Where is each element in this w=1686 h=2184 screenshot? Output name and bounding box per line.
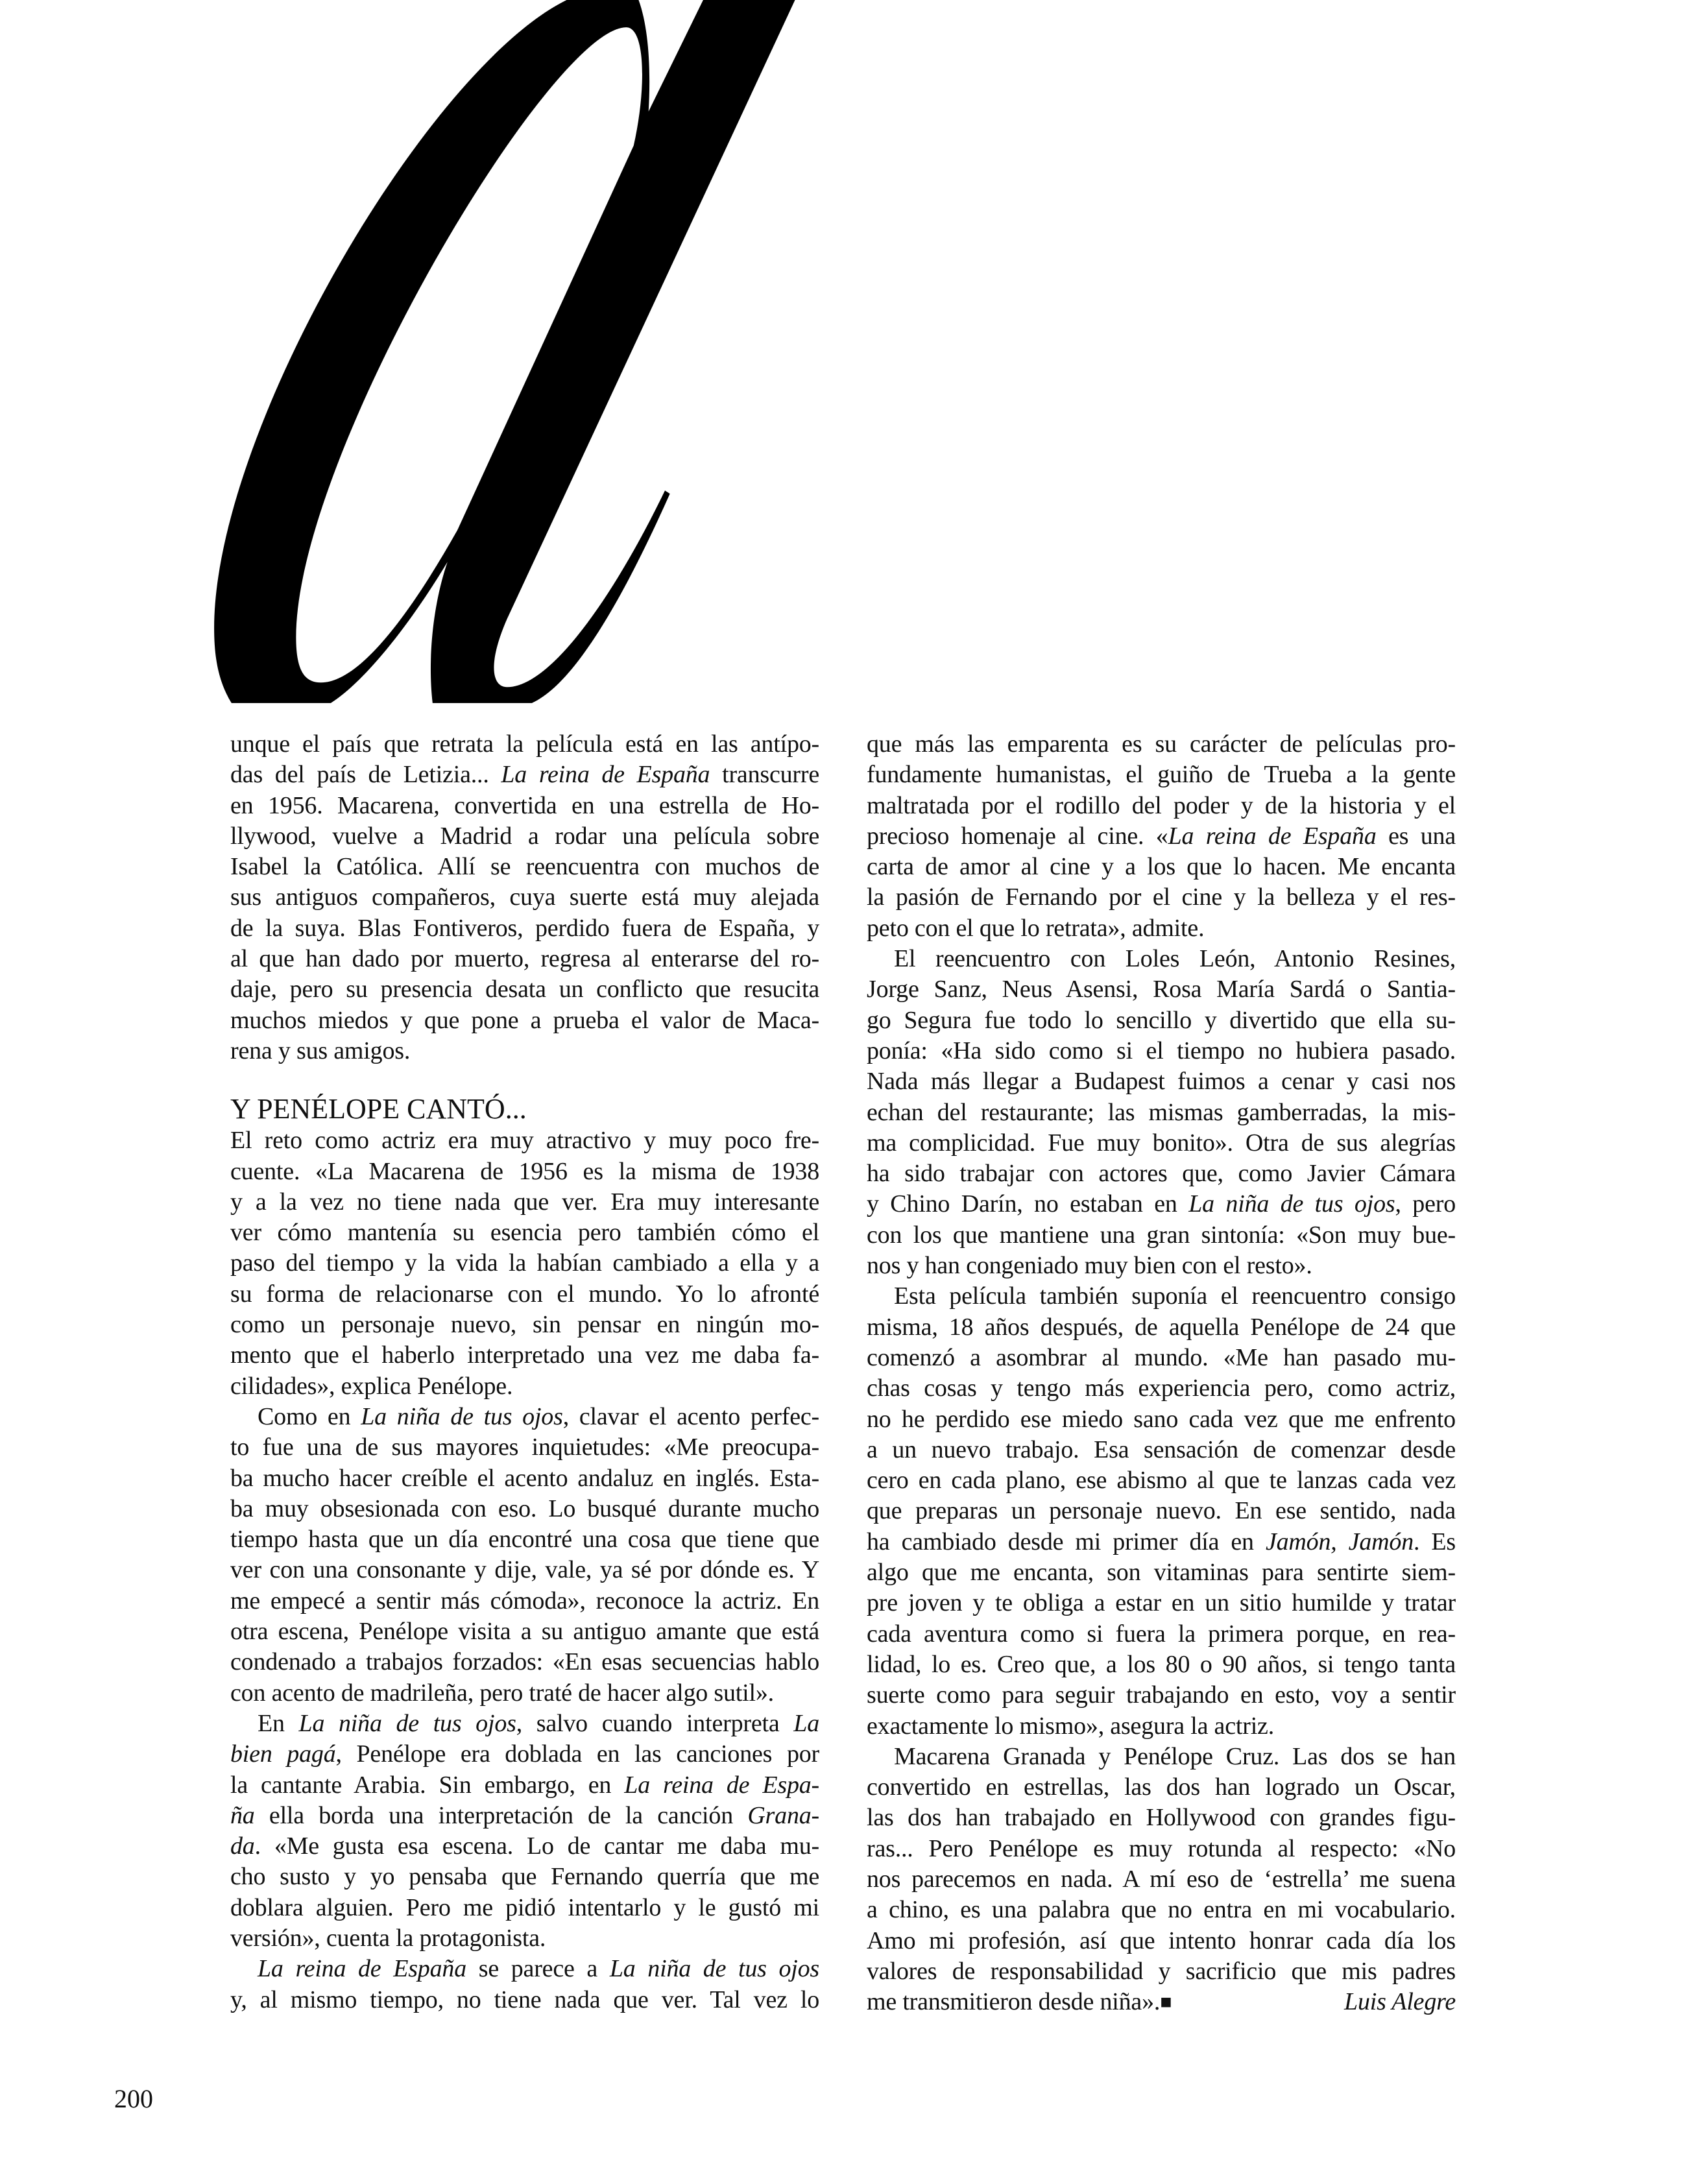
italic-title: La reina de España xyxy=(1168,822,1377,850)
text-line xyxy=(867,1189,1456,1219)
text-line xyxy=(867,1312,1456,1343)
section-heading: Y PENÉLOPE CANTÓ... xyxy=(230,1093,527,1125)
text-line xyxy=(230,1739,819,1770)
text-line xyxy=(230,1432,819,1463)
text-line xyxy=(230,1678,819,1709)
text-segment: y a la vez no tiene nada que ver. Era muy interesante xyxy=(230,1188,819,1216)
text-segment: Esta película también suponía el reencuentro consigo xyxy=(894,1282,1456,1310)
text-segment: misma, 18 años después, de aquella Penélope de 24 que xyxy=(867,1313,1456,1341)
text-line xyxy=(230,821,819,852)
text-segment: al que han dado por muerto, regresa al enterarse del ro- xyxy=(230,945,819,973)
text-line xyxy=(867,1373,1456,1404)
paragraph xyxy=(867,944,1456,1281)
text-line xyxy=(867,1803,1456,1833)
text-segment: las dos han trabajado en Hollywood con grandes figu- xyxy=(867,1804,1456,1832)
text-segment: mento que el haberlo interpretado una vez me daba fa- xyxy=(230,1341,819,1369)
text-segment: . Es xyxy=(1414,1528,1456,1555)
text-line xyxy=(230,1371,819,1402)
text-segment: , clavar el acento perfec- xyxy=(562,1402,819,1430)
italic-title: da xyxy=(230,1832,255,1860)
text-segment: . «Me gusta esa escena. Lo de cantar me daba mu- xyxy=(254,1832,819,1860)
page-number: 200 xyxy=(114,2084,153,2113)
text-line xyxy=(230,1831,819,1862)
text-line xyxy=(867,1251,1456,1281)
text-line xyxy=(867,729,1456,760)
text-segment: cho susto y yo pensaba que Fernando querría que me xyxy=(230,1863,819,1891)
text-line xyxy=(230,882,819,913)
text-line xyxy=(230,1586,819,1616)
text-line xyxy=(867,1772,1456,1803)
paragraph xyxy=(230,1954,819,2015)
text-segment: convertido en estrellas, las dos han logrado un Oscar, xyxy=(867,1773,1456,1801)
text-segment: ba muy obsesionada con eso. Lo busqué durante mucho xyxy=(230,1494,819,1522)
text-line xyxy=(867,1557,1456,1588)
italic-title: La xyxy=(793,1709,819,1737)
text-segment: , pero xyxy=(1395,1190,1456,1218)
text-segment: valores de responsabilidad y sacrificio que mis padres xyxy=(867,1957,1456,1985)
text-segment: la pasión de Fernando por el cine y la belleza y el res- xyxy=(867,883,1456,911)
text-segment: ella borda una interpretación de la canción xyxy=(254,1801,748,1829)
text-segment: Macarena Granada y Penélope Cruz. Las dos se han xyxy=(894,1742,1456,1770)
text-segment: condenado a trabajos forzados: «En esas secuencias hablo xyxy=(230,1648,819,1676)
text-segment: ha cambiado desde mi primer día en xyxy=(867,1528,1266,1555)
text-segment: ba mucho hacer creíble el acento andaluz en inglés. Esta- xyxy=(230,1464,819,1492)
italic-title: La niña de tus ojos xyxy=(298,1709,516,1737)
text-segment: muchos miedos y que pone a prueba el valor de Maca- xyxy=(230,1006,819,1034)
text-line xyxy=(230,1279,819,1310)
italic-title: ña xyxy=(230,1801,255,1829)
paragraph xyxy=(230,729,819,1066)
text-line xyxy=(867,974,1456,1005)
paragraph xyxy=(867,729,1456,944)
text-line xyxy=(867,1711,1456,1742)
text-segment: go Segura fue todo lo sencillo y divertido que ella su- xyxy=(867,1006,1456,1034)
italic-title: Jamón, Jamón xyxy=(1265,1528,1414,1555)
text-line xyxy=(230,944,819,974)
italic-title: Grana- xyxy=(747,1801,819,1829)
text-segment: Jorge Sanz, Neus Asensi, Rosa María Sardá o Santia- xyxy=(867,976,1456,1003)
italic-title: La reina de Espa- xyxy=(624,1771,819,1799)
text-segment: pre joven y te obliga a estar en un sitio humilde y tratar xyxy=(867,1589,1456,1617)
text-line xyxy=(867,1895,1456,1925)
text-line xyxy=(867,821,1456,852)
text-line xyxy=(867,882,1456,913)
text-segment: transcurre xyxy=(710,761,819,789)
text-line xyxy=(230,913,819,944)
text-segment: como un personaje nuevo, sin pensar en ningún mo- xyxy=(230,1311,819,1339)
text-line xyxy=(867,1281,1456,1312)
text-segment: y Chino Darín, no estaban en xyxy=(867,1190,1189,1218)
drop-cap-letter-a xyxy=(130,0,908,714)
paragraph xyxy=(230,1125,819,1402)
text-line xyxy=(230,1218,819,1248)
text-line xyxy=(867,1987,1456,2017)
text-segment: se parece a xyxy=(466,1955,610,1983)
text-segment: con acento de madrileña, pero traté de hacer algo sutil». xyxy=(230,1679,774,1707)
text-line xyxy=(230,1494,819,1524)
text-segment: precioso homenaje al cine. « xyxy=(867,822,1168,850)
text-line xyxy=(867,1527,1456,1557)
text-line xyxy=(230,1709,819,1739)
text-line xyxy=(867,1435,1456,1465)
drop-cap-glyph xyxy=(214,0,795,703)
text-segment: me transmitieron desde niña». xyxy=(867,1988,1161,2016)
text-line xyxy=(867,760,1456,790)
text-segment: ver cómo mantenía su esencia pero también cómo el xyxy=(230,1219,819,1247)
text-segment: unque el país que retrata la película está en las antípo- xyxy=(230,730,819,758)
text-line xyxy=(230,1402,819,1432)
text-line xyxy=(867,1036,1456,1066)
text-segment: Amo mi profesión, así que intento honrar cada día los xyxy=(867,1926,1456,1954)
text-segment: doblara alguien. Pero me pidió intentarlo y le gustó mi xyxy=(230,1893,819,1921)
italic-title: La niña de tus ojos xyxy=(609,1955,820,1983)
text-segment: Isabel la Católica. Allí se reencuentra con muchos de xyxy=(230,853,819,881)
text-line xyxy=(230,974,819,1005)
text-line xyxy=(867,1343,1456,1373)
text-line xyxy=(230,791,819,821)
text-segment: nos y han congeniado muy bien con el resto». xyxy=(867,1252,1312,1280)
text-line xyxy=(867,1066,1456,1097)
text-segment: peto con el que lo retrata», admite. xyxy=(867,914,1205,942)
text-line xyxy=(230,1770,819,1801)
text-segment: tiempo hasta que un día encontré una cosa que tiene que xyxy=(230,1526,819,1554)
text-segment: ha sido trabajar con actores que, como Javier Cámara xyxy=(867,1160,1456,1188)
text-segment: a chino, es una palabra que no entra en mi vocabulario. xyxy=(867,1896,1456,1924)
paragraph xyxy=(230,1709,819,1954)
text-line xyxy=(867,1220,1456,1251)
text-segment: ponía: «Ha sido como si el tiempo no hubiera pasado. xyxy=(867,1037,1456,1064)
text-segment: cero en cada plano, ese abismo al que te lanzas cada vez xyxy=(867,1467,1456,1494)
text-line xyxy=(867,913,1456,944)
text-line xyxy=(230,1524,819,1555)
text-segment: no he perdido ese miedo sano cada vez que me enfrento xyxy=(867,1405,1456,1433)
text-segment: , salvo cuando interpreta xyxy=(516,1709,794,1737)
text-line xyxy=(867,1619,1456,1650)
text-segment: ma complicidad. Fue muy bonito». Otra de sus alegrías xyxy=(867,1129,1456,1157)
italic-title: La niña de tus ojos xyxy=(1188,1190,1395,1218)
text-line xyxy=(867,1465,1456,1496)
article-column-right xyxy=(867,729,1456,2017)
text-segment: la cantante Arabia. Sin embargo, en xyxy=(230,1771,625,1799)
text-segment: Nada más llegar a Budapest fuimos a cenar y casi nos xyxy=(867,1068,1456,1096)
text-line xyxy=(230,1893,819,1923)
text-segment: lidad, lo es. Creo que, a los 80 o 90 años, si tengo tanta xyxy=(867,1650,1456,1678)
text-segment: suerte como para seguir trabajando en esto, voy a sentir xyxy=(867,1681,1456,1709)
text-line xyxy=(230,1801,819,1831)
text-segment: rena y sus amigos. xyxy=(230,1037,411,1064)
article-column-left xyxy=(230,729,819,2015)
text-segment: me empecé a sentir más cómoda», reconoce la actriz. En xyxy=(230,1587,819,1614)
text-segment: es una xyxy=(1376,822,1456,850)
text-line xyxy=(867,1742,1456,1772)
text-line xyxy=(867,1834,1456,1864)
paragraph xyxy=(230,1402,819,1709)
paragraph xyxy=(867,1281,1456,1741)
text-segment: echan del restaurante; las mismas gamberradas, la mis- xyxy=(867,1098,1456,1126)
text-segment: chas cosas y tengo más experiencia pero, como actriz, xyxy=(867,1374,1456,1402)
text-segment: das del país de Letizia... xyxy=(230,761,501,789)
text-line xyxy=(867,791,1456,821)
text-line xyxy=(867,1005,1456,1036)
paragraph xyxy=(867,1742,1456,2018)
text-segment: ver con una consonante y dije, vale, ya sé por dónde es. Y xyxy=(230,1556,819,1584)
text-segment: en 1956. Macarena, convertida en una estrella de Ho- xyxy=(230,791,819,819)
text-line xyxy=(867,1926,1456,1956)
text-line xyxy=(230,1463,819,1494)
text-segment: con los que mantiene una gran sintonía: «Son muy bue- xyxy=(867,1221,1456,1249)
text-line xyxy=(867,852,1456,882)
text-line xyxy=(867,944,1456,974)
text-line xyxy=(230,760,819,790)
text-segment: su forma de relacionarse con el mundo. Yo lo afronté xyxy=(230,1280,819,1308)
text-segment: , Penélope era doblada en las canciones por xyxy=(335,1740,819,1768)
text-line xyxy=(867,1588,1456,1618)
text-segment: otra escena, Penélope visita a su antiguo amante que está xyxy=(230,1618,819,1646)
text-line xyxy=(867,1404,1456,1435)
text-segment: que más las emparenta es su carácter de películas pro- xyxy=(867,730,1456,758)
text-segment: maltratada por el rodillo del poder y de la historia y el xyxy=(867,791,1456,819)
text-segment: llywood, vuelve a Madrid a rodar una película sobre xyxy=(230,822,819,850)
text-line xyxy=(230,1157,819,1187)
text-segment: En xyxy=(258,1709,299,1737)
text-line xyxy=(230,1036,819,1066)
italic-title: bien pagá xyxy=(230,1740,336,1768)
text-segment: daje, pero su presencia desata un conflicto que resucita xyxy=(230,976,819,1003)
text-line xyxy=(230,1555,819,1585)
text-segment: y, al mismo tiempo, no tiene nada que ver. Tal vez lo xyxy=(230,1986,819,2013)
text-segment: to fue una de sus mayores inquietudes: «Me preocupa- xyxy=(230,1434,819,1461)
text-line xyxy=(230,1923,819,1954)
text-line xyxy=(230,1005,819,1036)
text-line xyxy=(230,1985,819,2015)
text-line xyxy=(867,1650,1456,1680)
text-line xyxy=(230,1310,819,1340)
text-segment: exactamente lo mismo», asegura la actriz. xyxy=(867,1712,1275,1740)
text-segment: a un nuevo trabajo. Esa sensación de comenzar desde xyxy=(867,1435,1456,1463)
text-segment: El reencuentro con Loles León, Antonio Resines, xyxy=(894,945,1456,973)
text-segment: sus antiguos compañeros, cuya suerte está muy alejada xyxy=(230,883,819,911)
text-line xyxy=(230,1248,819,1278)
text-segment: de la suya. Blas Fontiveros, perdido fuera de España, y xyxy=(230,914,819,942)
author-byline: Luis Alegre xyxy=(1344,1988,1456,2016)
text-segment: nos parecemos en nada. A mí eso de ‘estrella’ me suena xyxy=(867,1865,1456,1893)
text-line xyxy=(230,852,819,882)
italic-title: La reina de España xyxy=(258,1955,467,1983)
text-segment: carta de amor al cine y a los que lo hacen. Me encanta xyxy=(867,853,1456,881)
end-of-article-mark: ■ xyxy=(1160,1991,1172,2013)
text-line xyxy=(230,1125,819,1156)
text-line xyxy=(230,1616,819,1647)
text-line xyxy=(230,1647,819,1677)
text-segment: ras... Pero Penélope es muy rotunda al respecto: «No xyxy=(867,1834,1456,1862)
text-line xyxy=(867,1680,1456,1710)
text-segment: Como en xyxy=(258,1402,361,1430)
text-line xyxy=(867,1864,1456,1895)
text-line xyxy=(230,1187,819,1218)
text-segment: algo que me encanta, son vitaminas para sentirte siem- xyxy=(867,1559,1456,1587)
text-line xyxy=(867,1128,1456,1158)
text-segment: versión», cuenta la protagonista. xyxy=(230,1924,546,1952)
text-line xyxy=(867,1098,1456,1128)
text-segment: comenzó a asombrar al mundo. «Me han pasado mu- xyxy=(867,1343,1456,1371)
text-segment: cuente. «La Macarena de 1956 es la misma de 1938 xyxy=(230,1157,819,1185)
text-segment: El reto como actriz era muy atractivo y muy poco fre- xyxy=(230,1127,819,1155)
text-segment: cilidades», explica Penélope. xyxy=(230,1372,513,1400)
text-line xyxy=(867,1956,1456,1987)
text-segment: que preparas un personaje nuevo. En ese sentido, nada xyxy=(867,1497,1456,1525)
italic-title: La reina de España xyxy=(501,761,710,789)
text-line xyxy=(230,1954,819,1984)
text-line xyxy=(230,1862,819,1892)
text-segment: paso del tiempo y la vida la habían cambiado a ella y a xyxy=(230,1249,819,1277)
text-line xyxy=(867,1158,1456,1189)
text-line xyxy=(230,1340,819,1371)
italic-title: La niña de tus ojos xyxy=(361,1402,563,1430)
text-segment: fundamente humanistas, el guiño de Trueba a la gente xyxy=(867,761,1456,789)
text-segment: cada aventura como si fuera la primera porque, en rea- xyxy=(867,1620,1456,1648)
text-line xyxy=(867,1496,1456,1526)
text-line xyxy=(230,729,819,760)
